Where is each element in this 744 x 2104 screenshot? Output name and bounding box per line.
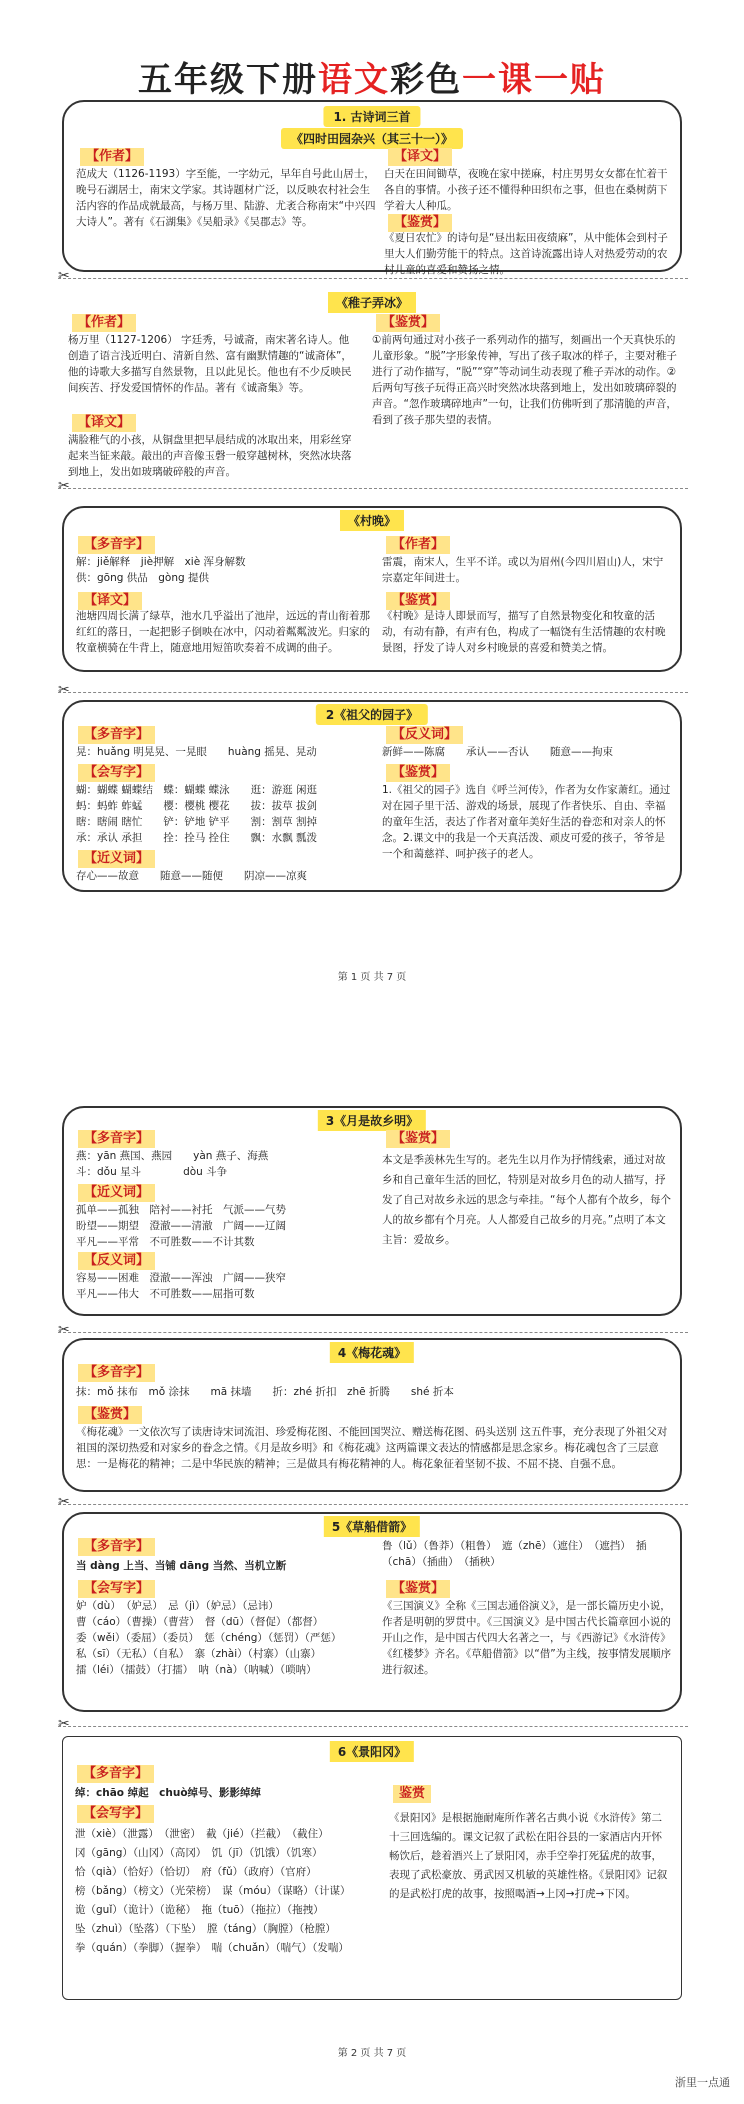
section-header: 5《草船借箭》 [324, 1516, 420, 1537]
poem-title-cunwan: 《村晚》 [340, 510, 404, 531]
polyphone-tag: 【多音字】 [78, 1538, 155, 1556]
cut-line [58, 1504, 688, 1505]
appreciation-tag: 【鉴赏】 [386, 764, 450, 782]
appreciation-tag-cunwan: 【鉴赏】 [386, 592, 450, 610]
scissor-icon: ✂ [58, 478, 70, 494]
cut-line [58, 278, 688, 279]
write-row: 冈（gāng）（山冈）（高冈） 饥（jī）（饥饿）（饥寒） [75, 1847, 323, 1859]
section-header: 4《梅花魂》 [330, 1342, 414, 1363]
write-row: 承：承认 承担 拴：拴马 拴住 飘：水飘 瓢泼 [76, 832, 318, 844]
scissor-icon: ✂ [58, 1494, 70, 1510]
scissor-icon: ✂ [58, 1322, 70, 1338]
translation-tag: 【译文】 [388, 148, 452, 166]
author-text: 范成大（1126-1193）字至能，一字幼元，早年自号此山居士，晚号石湖居士，南宋文学家。其诗题材广泛，以反映农村社会生活内容的作品成就最高，与杨万里、陆游、尤袤合称南宋“中兴四大诗人”。著有《石湖集》《吴船录》《吴郡志》等。 [76, 168, 376, 228]
polyphone-tag: 【多音字】 [77, 1765, 154, 1783]
write-row: 榜（bǎng）（榜文）（光荣榜） 谋（móu）（谋略）（计谋） [75, 1885, 351, 1897]
appreciation-tag: 【鉴赏】 [386, 1580, 450, 1598]
polyphone-text: 晃：huǎng 明晃晃、一晃眼 huàng 摇晃、晃动 [76, 746, 317, 758]
section-header: 6《景阳冈》 [330, 1741, 414, 1762]
polyphone-tag: 【多音字】 [78, 726, 155, 744]
write-grid [76, 782, 376, 846]
scissor-icon: ✂ [58, 268, 70, 284]
antonym-text: 新鲜——陈腐 承认——否认 随意——拘束 [382, 746, 613, 758]
synonym-text: 存心——故意 随意——随便 阴凉——凉爽 [76, 870, 307, 882]
write-row: 恰（qià）（恰好）（恰切） 府（fǔ）（政府）（官府） [75, 1866, 317, 1878]
translation-text-zhizi: 满脸稚气的小孩，从铜盘里把早晨结成的冰取出来，用彩丝穿起来当钲来敲。敲出的声音像玉磬一般穿越树林，突然冰块落到地上，发出如玻璃破碎般的声音。 [68, 434, 352, 478]
author-tag-cunwan: 【作者】 [386, 536, 450, 554]
appreciation-text: 《景阳冈》是根据施耐庵所作著名古典小说《水浒传》第二十三回选编的。课文记叙了武松在阳谷县的一家酒店内开怀畅饮后，趁着酒兴上了景阳冈，赤手空拳打死猛虎的故事，表现了武松豪放、勇武因又机敏的英雄性格。《景阳冈》记叙的是武松打虎的故事，按照喝酒→上冈→打虎→下冈。 [389, 1812, 668, 1900]
appreciation-text: 《三国演义》全称《三国志通俗演义》，是一部长篇历史小说，作者是明朝的罗贯中。《三国演义》是中国古代长篇章回小说的开山之作，是中国古代四大名著之一，与《西游记》《水浒传》《红楼梦》齐名。《草船借箭》以“借”为主线，按事情发展顺序进行叙述。 [382, 1600, 672, 1676]
appreciation-tag: 【鉴赏】 [386, 1130, 450, 1148]
polyphone-text: 绰：chāo 绰起 chuò绰号、影影绰绰 [75, 1787, 262, 1799]
page-number: 第 2 页 共 7 页 [337, 2048, 407, 2059]
section-grandfather-garden [62, 700, 682, 892]
polyphone-text: 当 dàng 上当、当铺 dāng 当然、当机立断 [76, 1560, 287, 1572]
polyphone-1: 解：jiě解释 jiè押解 xiè 浑身解数 [76, 556, 246, 568]
author-text-cunwan: 雷震，南宋人，生平不详。或以为眉州(今四川眉山)人，宋宁宗嘉定年间进士。 [382, 556, 664, 584]
section-plum-soul [62, 1338, 682, 1492]
appreciation-tag: 【鉴赏】 [78, 1406, 142, 1424]
section-header: 1. 古诗词三首 [323, 106, 420, 127]
translation-text: 白天在田间锄草，夜晚在家中搓麻，村庄男男女女都在忙着干各自的事情。小孩子还不懂得种田织布之事，但也在桑树荫下学着大人种瓜。 [384, 168, 668, 212]
write-row: 坠（zhuì）（坠落）（下坠） 膛（táng）（胸膛）（枪膛） [75, 1923, 336, 1935]
page-number: 第 1 页 共 7 页 [337, 972, 407, 983]
translation-tag-zhizi: 【译文】 [72, 414, 136, 432]
antonym-row: 平凡——伟大 不可胜数——屈指可数 [76, 1288, 255, 1300]
write-row: 擂（léi）（擂鼓）（打擂） 呐（nà）（呐喊）（唢呐） [76, 1664, 317, 1676]
section-header: 2《祖父的园子》 [316, 704, 428, 725]
write-row: 蚂：蚂蚱 蚱蜢 樱：樱桃 樱花 拔：拔草 拔剑 [76, 800, 318, 812]
write-row: 蝴：蝴蝶 蝴蝶结 蝶：蝴蝶 蝶泳 逛：游逛 闲逛 [76, 784, 318, 796]
polyphone-right: 鲁（lǔ）（鲁莽）（粗鲁） 遮（zhē）（遮住） （遮挡） 插（chā）（插曲） （插秧） [382, 1540, 647, 1568]
write-row: 妒（dù） （妒忌） 忌（jì）（妒忌）（忌讳） [76, 1600, 279, 1612]
synonym-row: 孤单——孤独 陪衬——衬托 气派——气势 [76, 1204, 286, 1216]
author-text-zhizi: 杨万里（1127-1206） 字廷秀，号诚斋，南宋著名诗人。他创造了语言浅近明白、清新自然、富有幽默情趣的“诚斋体”，他的诗歌大多描写自然景物，且以此见长。他也有不少反映民间疾苦、抒发爱国情怀的作品。著有《诚斋集》等。 [68, 334, 352, 394]
author-tag: 【作者】 [80, 148, 144, 166]
appreciation-tag-zhizi: 【鉴赏】 [376, 314, 440, 332]
poem-title-zhizi: 《稚子弄冰》 [328, 292, 416, 313]
write-tag: 【会写字】 [77, 1805, 154, 1823]
cut-line [58, 1726, 688, 1727]
section-straw-boats [62, 1512, 682, 1712]
antonym-grid [76, 1270, 376, 1302]
synonym-tag: 【近义词】 [78, 850, 155, 868]
appreciation-text-cunwan: 《村晚》是诗人即景而写，描写了自然景物变化和牧童的活动，有动有静，有声有色，构成了一幅饶有生活情趣的农村晚景图，抒发了诗人对乡村晚景的喜爱和赞美之情。 [382, 610, 666, 654]
write-row: 诡（guǐ）（诡计）（诡秘） 拖（tuō）（拖拉）（拖拽） [75, 1904, 324, 1916]
footer-watermark: 浙里一点通 [675, 2076, 730, 2089]
appreciation-text: 1.《祖父的园子》选自《呼兰河传》，作者为女作家萧红。通过对在园子里干活、游戏的场景，展现了作者快乐、自由、幸福的童年生活，表达了作者对童年美好生活的眷恋和对亲人的怀念。2.课文中的我是一个天真活泼、顽皮可爱的孩子，爷爷是一个和蔼慈祥、呵护孩子的老人。 [382, 784, 671, 860]
translation-text-cunwan: 池塘四周长满了绿草，池水几乎溢出了池岸，远远的青山衔着那红红的落日，一起把影子倒映在冰中，闪动着粼粼波光。归家的牧童横骑在牛背上，随意地用短笛吹奏着不成调的曲子。 [76, 610, 370, 654]
polyphone-tag: 【多音字】 [78, 1130, 155, 1148]
write-grid [75, 1825, 375, 1958]
polyphone-2: 斗：dǒu 星斗 dòu 斗争 [76, 1166, 228, 1178]
write-row: 委（wěi）（委屈）（委员） 惩（chéng）（惩罚）（严惩） [76, 1632, 342, 1644]
synonym-row: 盼望——期望 澄澈——清澈 广阔——辽阔 [76, 1220, 286, 1232]
appreciation-tag: 【鉴赏】 [388, 214, 452, 232]
section-moon-hometown [62, 1106, 682, 1316]
appreciation-tag: 鉴赏 [393, 1785, 431, 1803]
poem-title: 《四时田园杂兴（其三十一）》 [281, 128, 463, 149]
antonym-row: 容易——困难 澄澈——浑浊 广阔——狭窄 [76, 1272, 286, 1284]
polyphone-2: 供：gōng 供品 gòng 提供 [76, 572, 209, 584]
appreciation-text-zhizi: ①前两句通过对小孩子一系列动作的描写，刻画出一个天真快乐的儿童形象。“脱”字形象传神，写出了孩子取冰的样子，主要对稚子进行了动作描写，“脱”“穿”等动词生动表现了稚子弄冰的动作。②后两句写孩子玩得正高兴时突然冰块落到地上，发出如玻璃碎裂的声音。“忽作玻璃碎地声”一句，让我们仿佛听到了那清脆的声音，看到了孩子那失望的表情。 [372, 334, 677, 426]
write-row: 泄（xiè）（泄露） （泄密） 截（jié）（拦截） （截住） [75, 1828, 329, 1840]
synonym-row: 平凡——平常 不可胜数——不计其数 [76, 1236, 255, 1248]
cut-line [58, 692, 688, 693]
translation-tag-cunwan: 【译文】 [78, 592, 142, 610]
polyphone-tag: 【多音字】 [78, 1364, 155, 1382]
appreciation-text: 本文是季羡林先生写的。老先生以月作为抒情线索，通过对故乡和自己童年生活的回忆，特别是对故乡月色的动人描写，抒发了自己对故乡永远的思念与牵挂。“每个人都有个故乡，每个人的故乡都有个月亮。人人都爱自己故乡的月亮。”点明了本文主旨：爱故乡。 [382, 1154, 671, 1246]
section-header: 3《月是故乡明》 [318, 1110, 426, 1131]
antonym-tag: 【反义词】 [78, 1252, 155, 1270]
polyphone-text: 抹：mǒ 抹布 mǒ 涂抹 mā 抹墙 折：zhé 折扣 zhē 折腾 shé 折本 [76, 1386, 454, 1398]
appreciation-text: 《夏日农忙》的诗句是“昼出耘田夜绩麻”，从中能体会到村子里大人们勤劳能干的特点。这首诗流露出诗人对热爱劳动的农村儿童的喜爱和赞扬之情。 [384, 232, 668, 276]
polyphone-1: 燕：yān 燕国、燕园 yàn 燕子、海燕 [76, 1150, 269, 1162]
cut-line [58, 488, 688, 489]
write-tag: 【会写字】 [78, 764, 155, 782]
polyphone-tag: 【多音字】 [78, 536, 155, 554]
write-row: 瞎：瞎闹 瞎忙 铲：铲地 铲平 割：割草 割掉 [76, 816, 318, 828]
cut-line [58, 1332, 688, 1333]
section-ancient-poems [62, 100, 682, 276]
page-title: 五年级下册语文彩色一课一贴 [138, 60, 606, 100]
write-grid [76, 1598, 376, 1678]
antonym-tag: 【反义词】 [386, 726, 463, 744]
write-tag: 【会写字】 [78, 1580, 155, 1598]
write-row: 私（sī）（无私）（自私） 寨（zhài）（村寨）（山寨） [76, 1648, 322, 1660]
write-row: 拳（quán）（拳脚）（握拳） 喘（chuǎn）（喘气）（发喘） [75, 1942, 349, 1954]
section-cunwan [62, 506, 682, 672]
write-row: 曹（cáo）（曹操）（曹营） 督（dū）（督促）（都督） [76, 1616, 324, 1628]
section-jingyanggang [62, 1736, 682, 2000]
appreciation-text: 《梅花魂》一文依次写了读唐诗宋词流泪、珍爱梅花图、不能回国哭泣、赠送梅花图、码头送别 这五件事，充分表现了外祖父对祖国的深切热爱和对家乡的眷念之情。《月是故乡明》和《梅花魂》这两篇课文表达的情感都是思念家乡。梅花魂包含了三层意思：一是梅花的精神；二是中华民族的精神；三是做具有梅花精神的人。梅花象征着坚韧不拔、不屈不挠、自强不息。 [76, 1426, 668, 1470]
scissor-icon: ✂ [58, 1716, 70, 1732]
scissor-icon: ✂ [58, 682, 70, 698]
synonym-grid [76, 1202, 376, 1250]
author-tag-zhizi: 【作者】 [72, 314, 136, 332]
synonym-tag: 【近义词】 [78, 1184, 155, 1202]
